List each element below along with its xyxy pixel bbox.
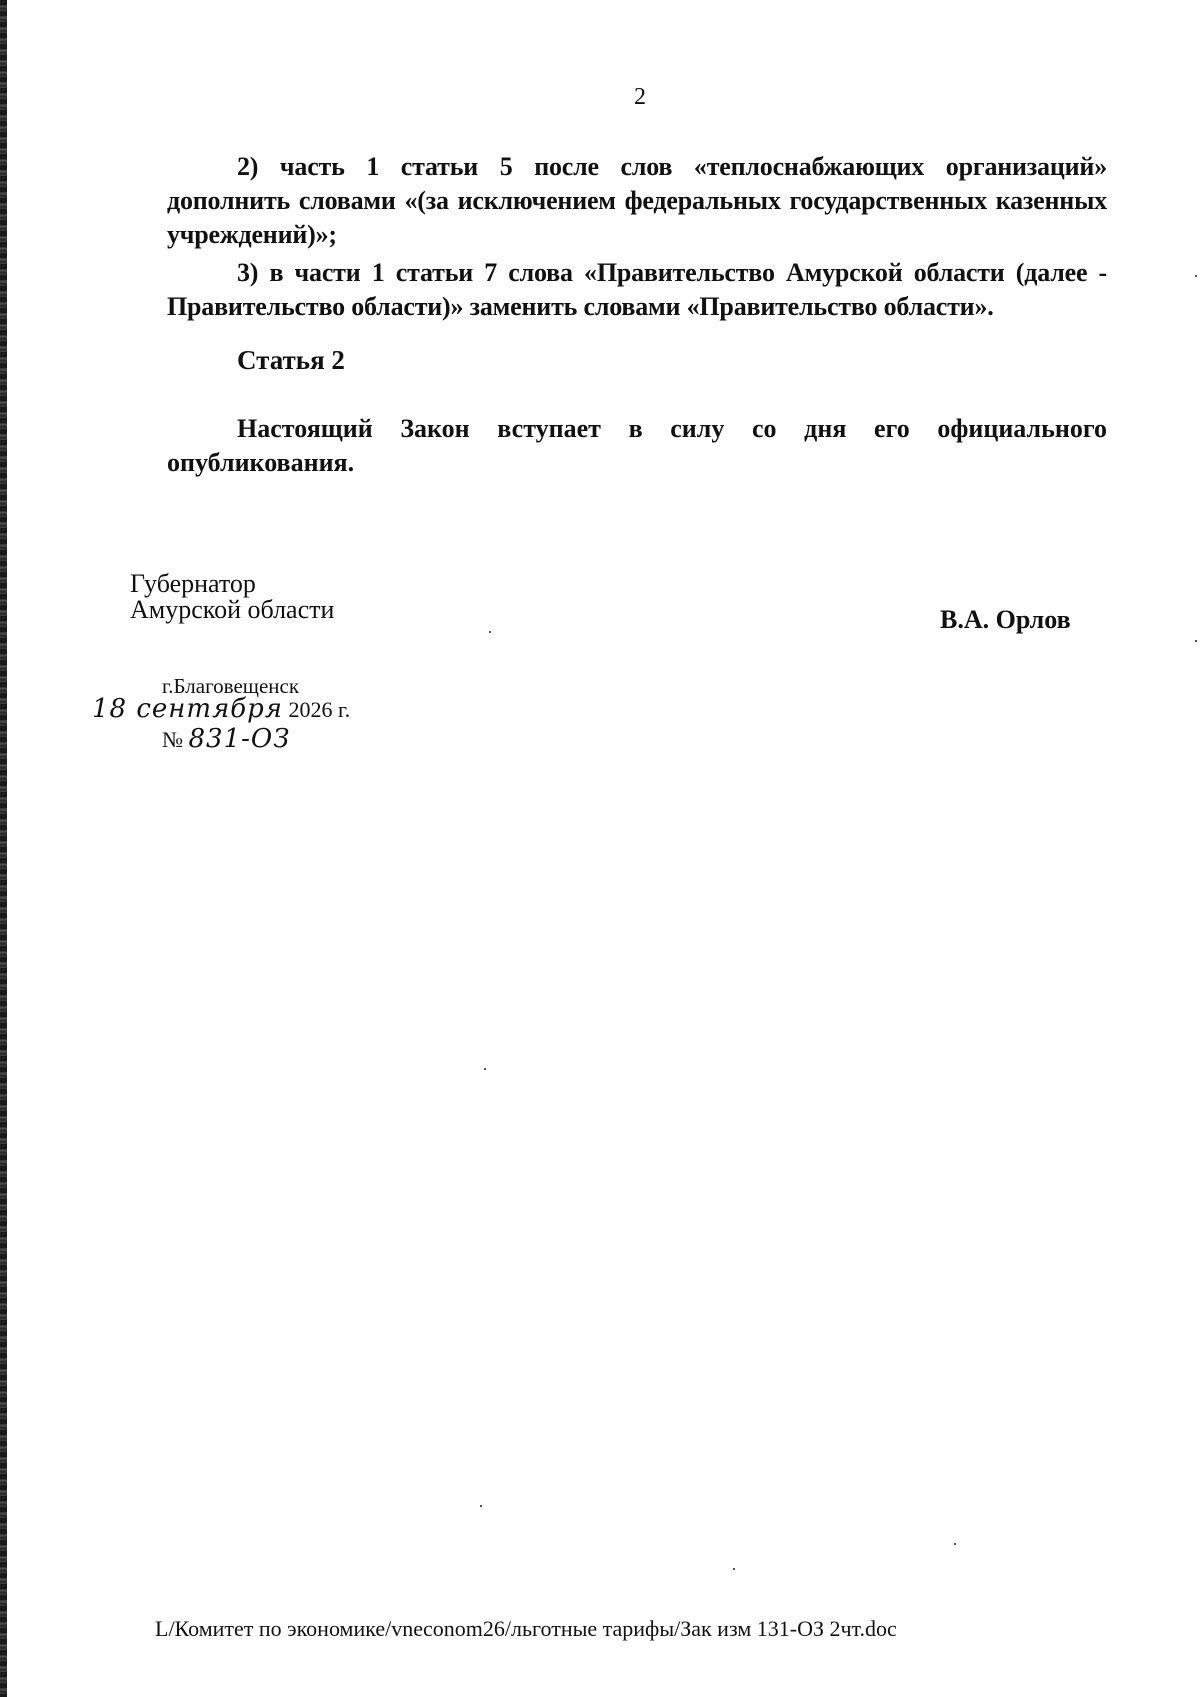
signatory-name: В.А. Орлов xyxy=(940,605,1071,634)
law-number xyxy=(162,724,290,754)
signing-date xyxy=(92,694,350,724)
signatory-title-line2: Амурской области xyxy=(130,595,335,624)
scan-speck xyxy=(733,1568,735,1570)
scan-speck xyxy=(954,1543,956,1545)
article-2-heading: Статья 2 xyxy=(237,345,345,375)
number-sign: № xyxy=(162,727,183,752)
scan-speck xyxy=(489,631,491,633)
signatory-title-line1: Губернатор xyxy=(130,569,256,598)
signing-year: 2026 г. xyxy=(288,697,351,722)
amendments-block xyxy=(167,150,1107,324)
place-of-signing: г.Благовещенск xyxy=(162,674,300,698)
scan-edge xyxy=(0,0,7,1697)
amendment-3: 3) в части 1 статьи 7 слова «Правительство Амурской области (далее - Правительство области)» заменить словами «Правительство области». xyxy=(167,258,1107,321)
scan-speck xyxy=(1195,640,1197,642)
footer-file-path: L/Комитет по экономике/vneconom26/льготные тарифы/Зак изм 131-ОЗ 2чт.doc xyxy=(155,1616,897,1641)
amendment-2: 2) часть 1 статьи 5 после слов «теплоснабжающих организаций» дополнить словами «(за исключением федеральных государственных казенных учреждений)»; xyxy=(167,152,1107,249)
scan-speck xyxy=(480,1505,482,1507)
handwritten-number: 831-ОЗ xyxy=(188,724,291,754)
scan-speck xyxy=(1195,275,1197,277)
signatory-title xyxy=(130,571,334,623)
page-number: 2 xyxy=(634,84,646,110)
scan-speck xyxy=(484,1068,486,1070)
handwritten-date: 18 сентября xyxy=(92,694,284,724)
article-2-body: Настоящий Закон вступает в силу со дня его официального опубликования. xyxy=(167,414,1107,477)
